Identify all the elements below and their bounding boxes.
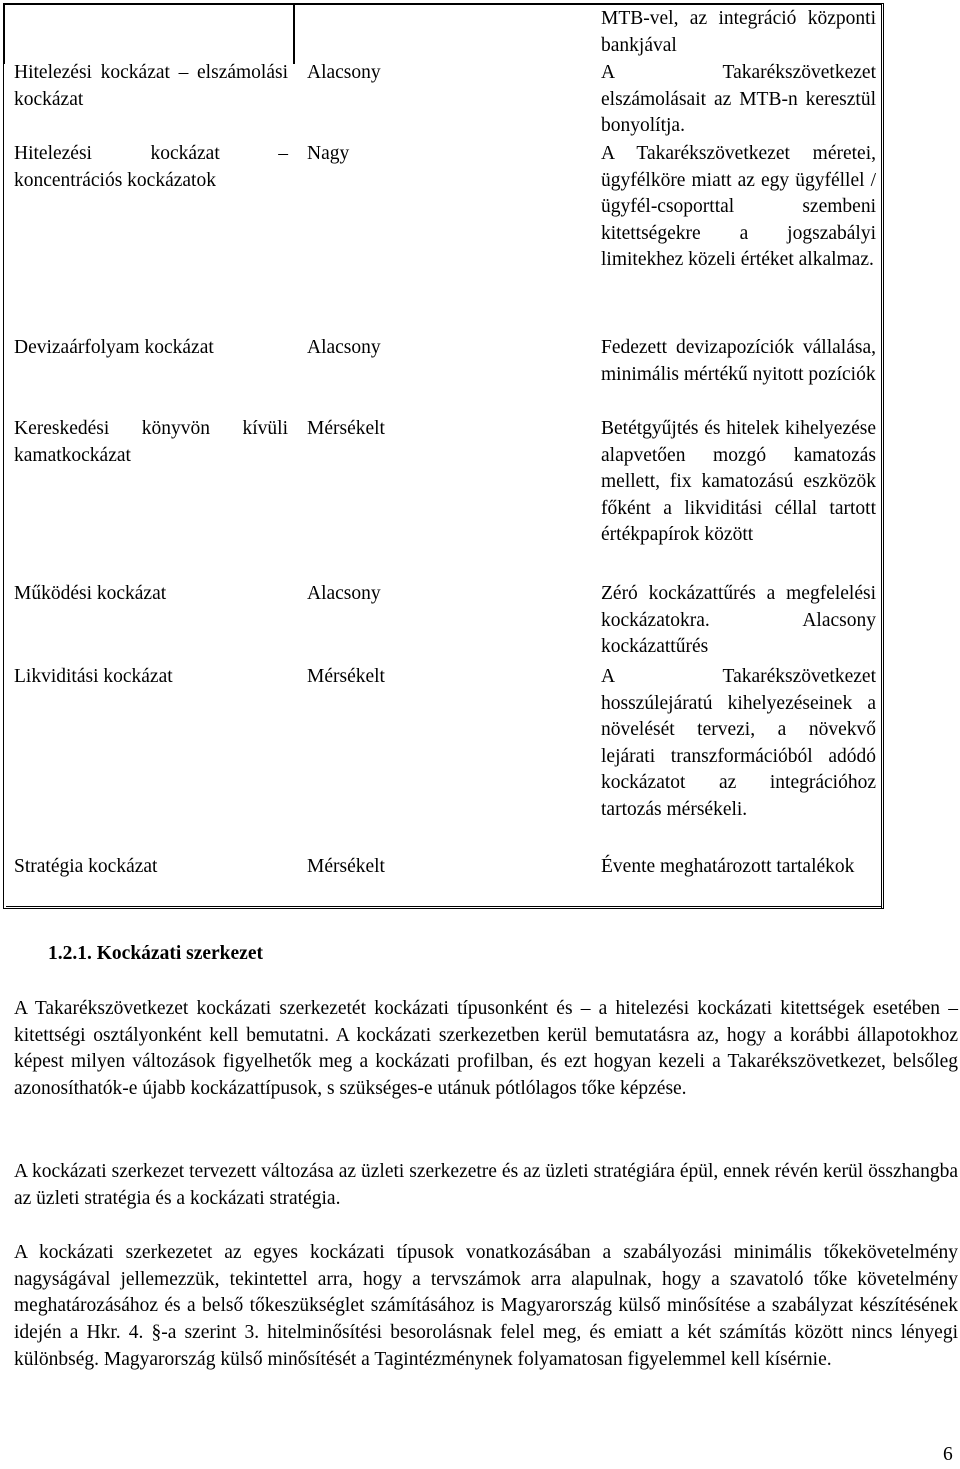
risk-level: Mérsékelt (307, 418, 385, 439)
risk-level: Mérsékelt (307, 666, 385, 687)
body-paragraph: A kockázati szerkezet tervezett változása az üzleti szerkezetre és az üzleti stratégiára épül, ennek révén kerül összhangba az üzleti stratégia és a kockázati stratégia. (14, 1161, 958, 1209)
table-row (14, 60, 876, 141)
table-row (14, 854, 876, 908)
table-row (14, 141, 876, 335)
risk-note: Fedezett devizapozíciók vállalása, minimális mértékű nyitott pozíciók (601, 337, 876, 385)
page-number: 6 (943, 1444, 953, 1465)
risk-note: A Takarékszövetkezet elszámolásait az MTB-n keresztül bonyolítja. (601, 62, 876, 136)
risk-level: Mérsékelt (307, 856, 385, 877)
section-heading: 1.2.1. Kockázati szerkezet (48, 943, 263, 964)
risk-note: A Takarékszövetkezet méretei, ügyfélköre miatt az egy ügyféllel / ügyfél-csoporttal szembeni kitettségekre a jogszabályi limitekhez közeli értéket alkalmaz. (601, 143, 876, 270)
risk-name: Hitelezési kockázat – koncentrációs kockázatok (14, 143, 288, 191)
risk-name: Devizaárfolyam kockázat (14, 337, 214, 358)
body-paragraph: A Takarékszövetkezet kockázati szerkezetét kockázati típusonként és – a hitelezési kockázati kitettségek esetében – kitettségi osztályonként kell bemutatni. A kockázati szerkezetben kerül bemutatásra az, hogy a korábbi állapotokhoz képest milyen változások figyelhetők meg a kockázati profilban, és ezt hogyan kezeli a Takarékszövetkezet, belsőleg azonosíthatók-e újabb kockázattípusok, s szükséges-e utánuk pótlólagos tőke képzése. (14, 998, 958, 1100)
risk-level: Alacsony (307, 337, 381, 358)
risk-level: Nagy (307, 143, 350, 164)
risk-name: Hitelezési kockázat – elszámolási kockázat (14, 62, 288, 110)
risk-note: MTB-vel, az integráció központi bankjával (601, 8, 876, 56)
risk-name: Működési kockázat (14, 583, 167, 604)
table-row (14, 581, 876, 664)
risk-note: A Takarékszövetkezet hosszúlejáratú kihelyezéseinek a növelését tervezi, a növekvő lejárati transzformációból adódó kockázatot az integrációhoz tartozás mérsékeli. (601, 666, 876, 820)
risk-table (14, 6, 876, 908)
risk-note: Zéró kockázattűrés a megfelelési kockázatokra. Alacsony kockázattűrés (601, 583, 876, 657)
table-row (14, 664, 876, 854)
risk-note: Évente meghatározott tartalékok (601, 856, 855, 877)
risk-name: Likviditási kockázat (14, 666, 173, 687)
table-row (14, 6, 876, 60)
risk-level: Alacsony (307, 62, 381, 83)
table-row (14, 335, 876, 416)
risk-name: Stratégia kockázat (14, 856, 158, 877)
risk-level: Alacsony (307, 583, 381, 604)
risk-name: Kereskedési könyvön kívüli kamatkockázat (14, 418, 288, 466)
table-divider (881, 4, 882, 908)
body-paragraph: A kockázati szerkezetet az egyes kockázati típusok vonatkozásában a szabályozási minimális tőkekövetelmény nagyságával jellemezzük, tekintettel arra, hogy a tervszámok arra alapulnak, hogy a szavatoló tőke követelmény meghatározásához és a belső tőkeszükséglet számításához is Magyarország külső minősítése a szabályzat készítésének idején a Hkr. 4. §-a szerint 3. hitelminősítési besorolásnak felel meg, és emiatt a két számítás között nincs lényegi különbség. Magyarország külső minősítését a Tagintézménynek folyamatosan figyelemmel kell kísérnie. (14, 1242, 958, 1370)
table-row (14, 416, 876, 581)
risk-note: Betétgyűjtés és hitelek kihelyezése alapvetően mozgó kamatozás mellett, fix kamatozású eszközök főként a likviditási céllal tartott értékpapírok között (601, 418, 876, 545)
